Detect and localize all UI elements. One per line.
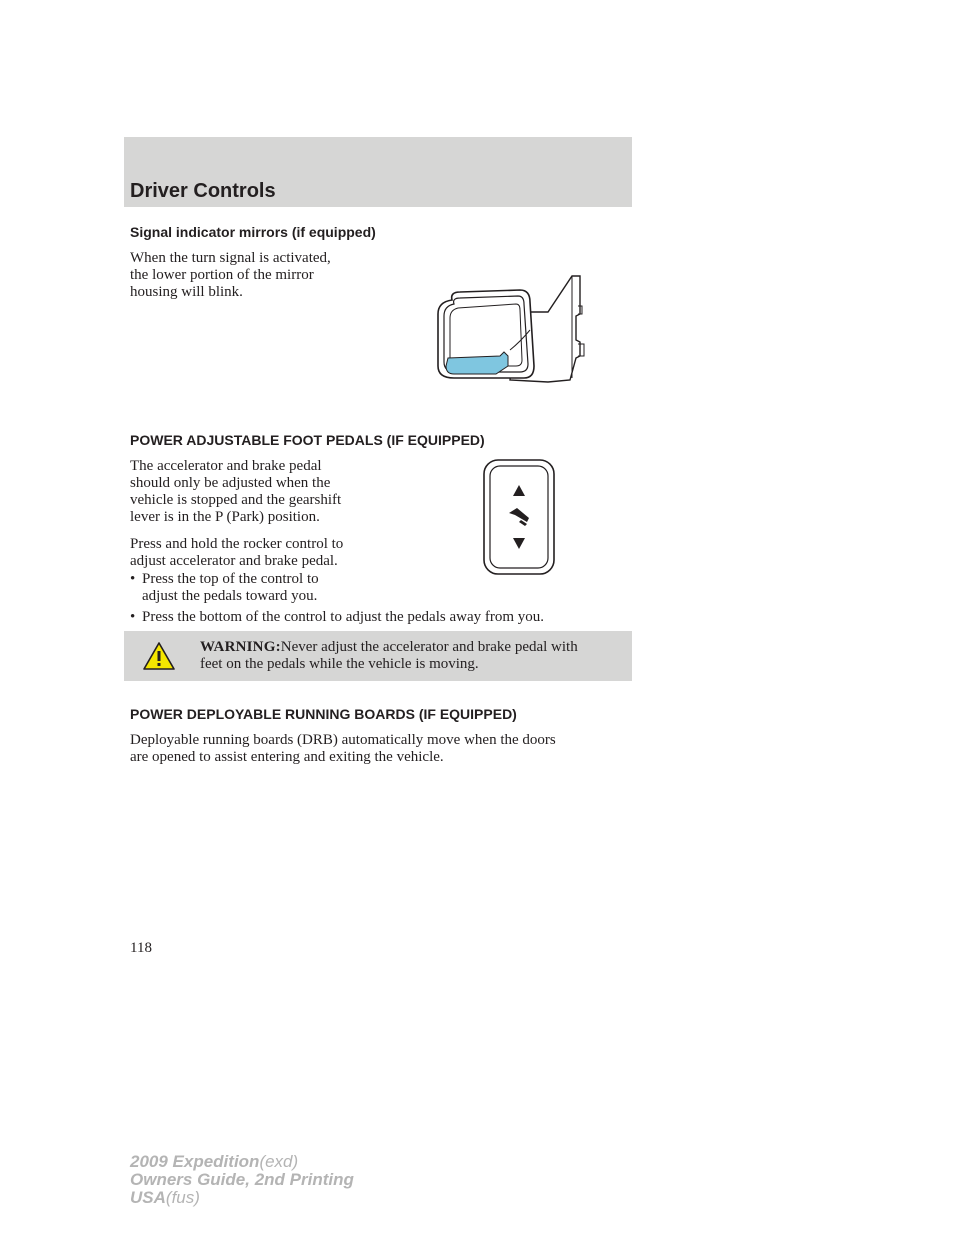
pedals-intro-line: The accelerator and brake pedal xyxy=(130,458,322,474)
bullet-line: Press the top of the control to xyxy=(142,571,319,587)
pedals-intro-line: vehicle is stopped and the gearshift xyxy=(130,492,342,508)
pedals-press-instructions xyxy=(130,536,343,570)
bullet-line: adjust the pedals toward you. xyxy=(142,588,318,604)
section-header-band xyxy=(124,137,632,207)
pedals-intro-line: should only be adjusted when the xyxy=(130,475,331,491)
pedals-intro-line: lever is in the P (Park) position. xyxy=(130,509,320,525)
running-boards-body-line: are opened to assist entering and exiting the vehicle. xyxy=(130,749,444,765)
signal-mirror-illustration xyxy=(430,270,590,388)
footer-model-code: (exd) xyxy=(259,1152,299,1171)
page-number: 118 xyxy=(130,940,152,956)
mirrors-body-line: the lower portion of the mirror xyxy=(130,267,314,283)
pedal-rocker-switch-illustration xyxy=(482,458,556,576)
pedals-press-line: Press and hold the rocker control to xyxy=(130,536,344,552)
section-title: Driver Controls xyxy=(130,180,276,202)
bullet-marker: • xyxy=(130,609,136,625)
pedals-intro xyxy=(130,458,341,526)
warning-icon xyxy=(142,641,176,671)
footer-market: USA xyxy=(130,1188,166,1207)
pedals-heading: POWER ADJUSTABLE FOOT PEDALS (IF EQUIPPED) xyxy=(130,432,485,448)
bullet-line: Press the bottom of the control to adjust the pedals away from you. xyxy=(142,609,545,625)
mirrors-body-line: housing will blink. xyxy=(130,284,243,300)
bullet-marker: • xyxy=(130,571,136,587)
running-boards-heading: POWER DEPLOYABLE RUNNING BOARDS (IF EQUIPPED) xyxy=(130,706,517,722)
bullet-item-away xyxy=(130,609,544,626)
bullet-item-toward xyxy=(130,571,319,605)
warning-text-line: Never adjust the accelerator and brake pedal with xyxy=(280,639,578,655)
warning-text xyxy=(200,639,620,673)
mirrors-body-line: When the turn signal is activated, xyxy=(130,250,331,266)
warning-text-line: feet on the pedals while the vehicle is moving. xyxy=(200,656,479,672)
running-boards-body-line: Deployable running boards (DRB) automatically move when the doors xyxy=(130,732,556,748)
warning-label: WARNING: xyxy=(200,639,281,655)
footer-market-code: (fus) xyxy=(165,1188,200,1207)
warning-callout xyxy=(124,631,632,681)
footer-model: 2009 Expedition xyxy=(130,1152,260,1171)
pedals-press-line: adjust accelerator and brake pedal. xyxy=(130,553,338,569)
document-footer xyxy=(130,1153,354,1207)
running-boards-body xyxy=(130,732,556,766)
mirrors-heading: Signal indicator mirrors (if equipped) xyxy=(130,224,376,240)
mirrors-body xyxy=(130,250,331,301)
footer-printing: Owners Guide, 2nd Printing xyxy=(130,1170,354,1189)
